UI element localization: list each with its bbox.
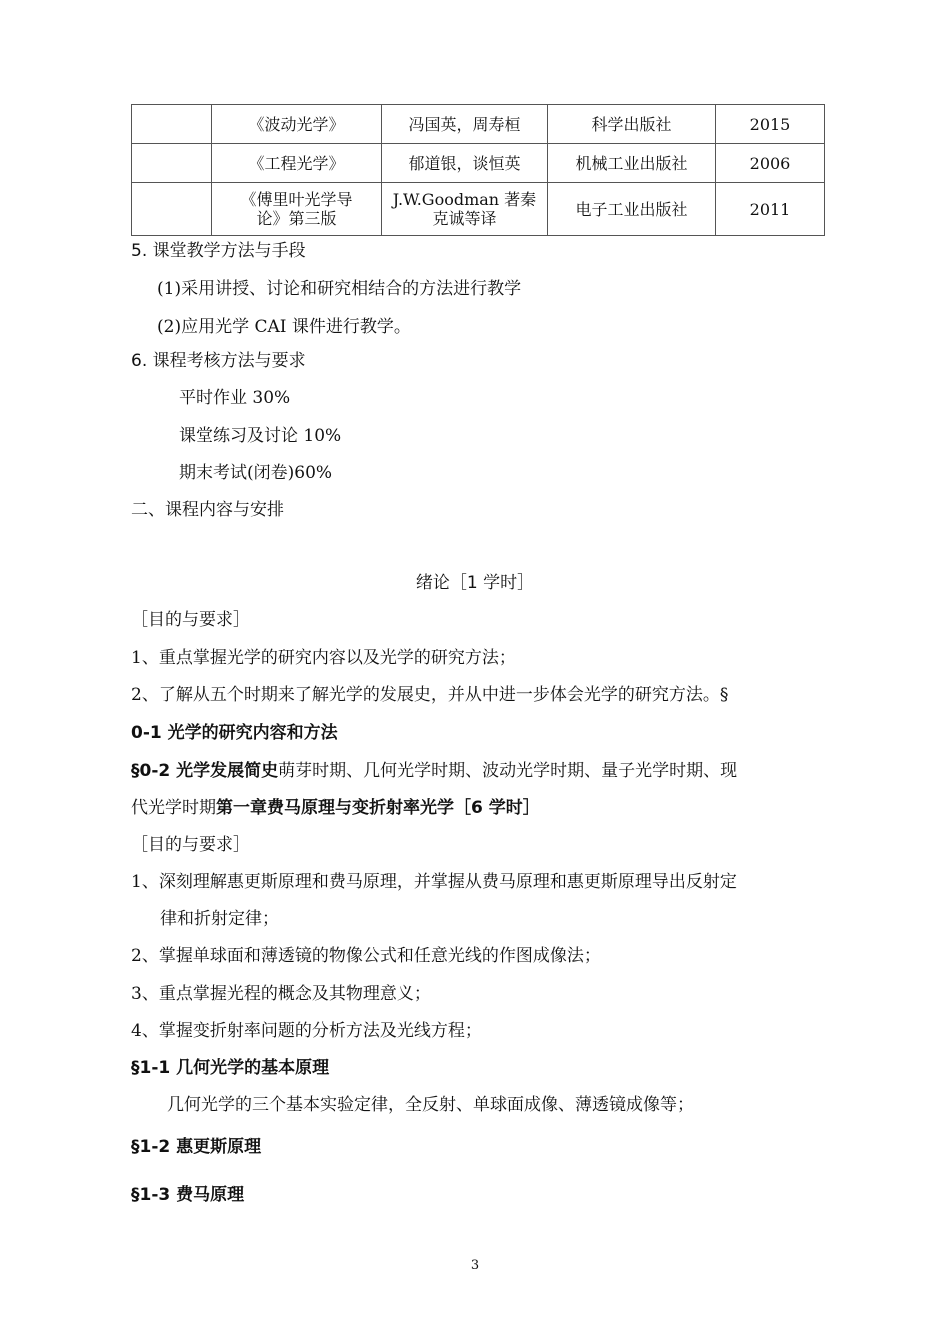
section6-heading: 6. 课程考核方法与要求 bbox=[131, 351, 306, 371]
book-year: 2015 bbox=[716, 105, 825, 144]
page-number: 3 bbox=[470, 1258, 480, 1273]
reference-books-table bbox=[131, 104, 825, 236]
book-publisher: 机械工业出版社 bbox=[548, 144, 716, 183]
section-1-1-heading: §1-1 几何光学的基本原理 bbox=[131, 1058, 330, 1078]
book-year: 2006 bbox=[716, 144, 825, 183]
book-title: 《波动光学》 bbox=[212, 105, 382, 144]
intro-goal-2: 2、了解从五个时期来了解光学的发展史，并从中进一步体会光学的研究方法。§ bbox=[131, 685, 729, 705]
section5-item-1: (1)采用讲授、讨论和研究相结合的方法进行教学 bbox=[157, 279, 522, 299]
table-row bbox=[132, 105, 825, 144]
chapter1-title: 第一章费马原理与变折射率光学［6 学时］ bbox=[216, 798, 540, 818]
table-row bbox=[132, 144, 825, 183]
table-cell-empty bbox=[132, 105, 212, 144]
section6-item-2: 课堂练习及讨论 10% bbox=[179, 426, 342, 446]
book-title: 《傅里叶光学导论》第三版 bbox=[212, 183, 382, 236]
section-0-2-text-cont: 代光学时期 bbox=[131, 798, 216, 818]
section-0-2-heading: §0-2 光学发展简史 bbox=[131, 761, 279, 781]
book-title: 《工程光学》 bbox=[212, 144, 382, 183]
section5-heading: 5. 课堂教学方法与手段 bbox=[131, 241, 306, 261]
intro-goal-heading: ［目的与要求］ bbox=[131, 610, 250, 630]
intro-goal-1: 1、重点掌握光学的研究内容以及光学的研究方法； bbox=[131, 648, 516, 668]
chapter1-goal-2: 2、掌握单球面和薄透镜的物像公式和任意光线的作图成像法； bbox=[131, 946, 601, 966]
section-0-2-text: 萌芽时期、几何光学时期、波动光学时期、量子光学时期、现 bbox=[278, 761, 738, 781]
book-author: 冯国英，周寿桓 bbox=[382, 105, 548, 144]
chapter1-goal-1-cont: 律和折射定律； bbox=[160, 909, 279, 929]
table-cell-empty bbox=[132, 183, 212, 236]
chapter1-goal-1: 1、深刻理解惠更斯原理和费马原理，并掌握从费马原理和惠更斯原理导出反射定 bbox=[131, 872, 737, 892]
section-1-1-text: 几何光学的三个基本实验定律，全反射、单球面成像、薄透镜成像等； bbox=[167, 1095, 694, 1115]
section-0-1-heading: 0-1 光学的研究内容和方法 bbox=[131, 723, 338, 743]
chapter1-goal-4: 4、掌握变折射率问题的分析方法及光线方程； bbox=[131, 1021, 482, 1041]
section5-item-2: (2)应用光学 CAI 课件进行教学。 bbox=[157, 317, 411, 337]
section-0-2-line bbox=[131, 756, 737, 781]
section-1-2-heading: §1-2 惠更斯原理 bbox=[131, 1137, 262, 1157]
section6-item-3: 期末考试(闭卷)60% bbox=[179, 463, 333, 483]
table-cell-empty bbox=[132, 144, 212, 183]
book-author: 郁道银，谈恒英 bbox=[382, 144, 548, 183]
section-1-3-heading: §1-3 费马原理 bbox=[131, 1185, 245, 1205]
table-row bbox=[132, 183, 825, 236]
book-publisher: 科学出版社 bbox=[548, 105, 716, 144]
chapter1-goal-3: 3、重点掌握光程的概念及其物理意义； bbox=[131, 984, 431, 1004]
section6-item-1: 平时作业 30% bbox=[179, 388, 291, 408]
book-author: J.W.Goodman 著秦克诚等译 bbox=[382, 183, 548, 236]
part2-heading: 二、课程内容与安排 bbox=[131, 500, 284, 520]
section-0-2-line-2 bbox=[131, 793, 540, 818]
chapter1-goal-heading: ［目的与要求］ bbox=[131, 835, 250, 855]
book-publisher: 电子工业出版社 bbox=[548, 183, 716, 236]
intro-title: 绪论［1 学时］ bbox=[415, 573, 535, 593]
book-year: 2011 bbox=[716, 183, 825, 236]
